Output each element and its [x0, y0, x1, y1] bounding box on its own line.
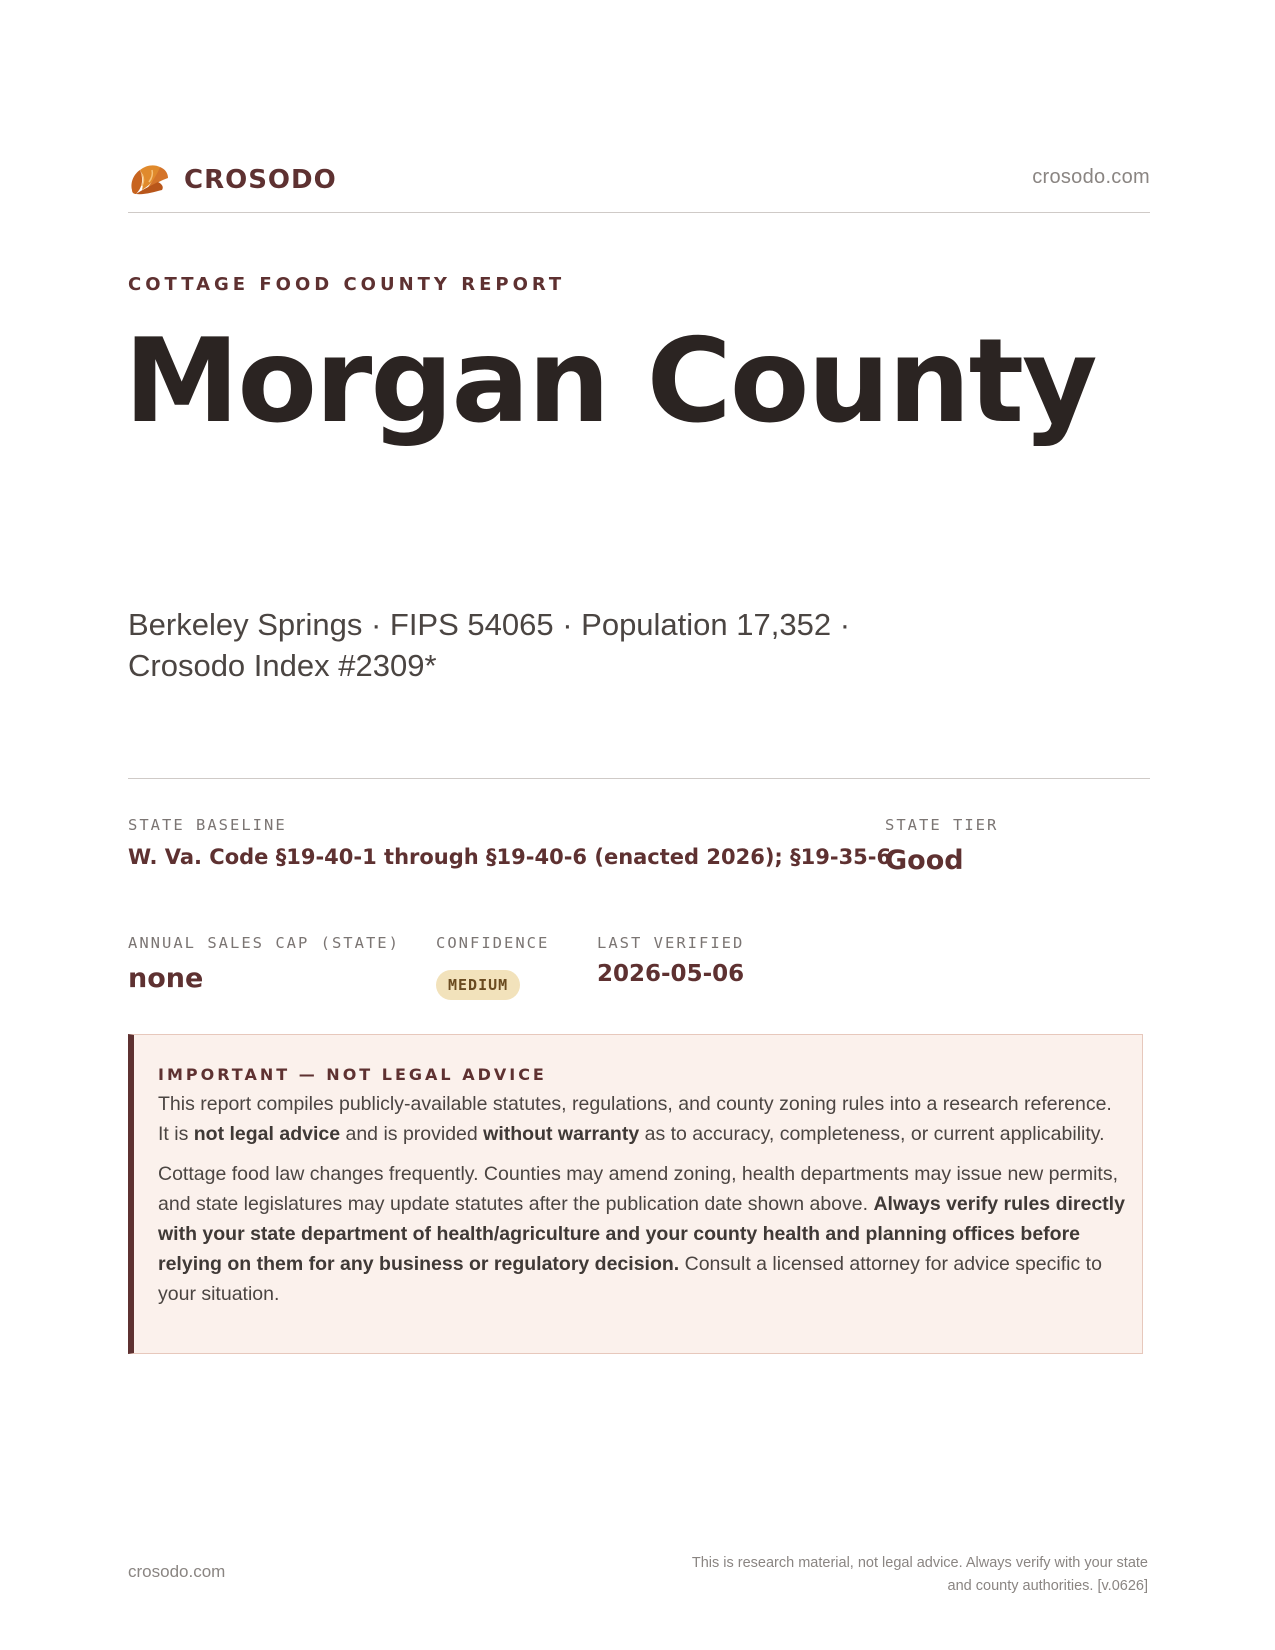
last-verified-value: 2026-05-06 — [597, 961, 745, 987]
notice-emphasis: without warranty — [483, 1123, 640, 1145]
notice-text: This report compiles publicly-available statutes, regulations, and county zoning rules into a research reference. It is — [158, 1093, 1112, 1145]
county-subtitle — [128, 604, 888, 686]
sales-cap-value: none — [128, 963, 204, 994]
notice-text: Consult a licensed attorney for advice specific to your situation. — [158, 1253, 1102, 1305]
footer-site-link[interactable]: crosodo.com — [128, 1562, 226, 1581]
notice-body — [158, 1089, 1128, 1319]
footer-disclaimer-line-1: This is research material, not legal advice. Always verify with your state — [691, 1555, 1148, 1571]
brand-logo[interactable] — [128, 160, 337, 200]
notice-emphasis: not legal advice — [193, 1123, 341, 1145]
header-site-link[interactable]: crosodo.com — [1032, 166, 1150, 188]
footer-disclaimer-line-2: and county authorities. [v.0626] — [947, 1578, 1148, 1594]
legal-notice — [128, 1034, 1143, 1354]
report-eyebrow: COTTAGE FOOD COUNTY REPORT — [128, 274, 566, 295]
sales-cap-label: ANNUAL SALES CAP (STATE) — [128, 934, 400, 952]
notice-text: as to accuracy, completeness, or current applicability. — [639, 1123, 1105, 1145]
subtitle-line-1: Berkeley Springs · FIPS 54065 · Population 17,352 · — [128, 607, 851, 642]
notice-paragraph-1 — [158, 1089, 1128, 1149]
page-title: Morgan County — [124, 314, 1096, 449]
confidence-badge: MEDIUM — [436, 970, 520, 1000]
confidence-label: CONFIDENCE — [436, 934, 550, 952]
notice-text: Cottage food law changes frequently. Counties may amend zoning, health departments may issue new permits, and state legislatures may update statutes after the publication date shown above. — [158, 1163, 1118, 1215]
notice-text: and is provided — [340, 1123, 484, 1145]
footer-disclaimer — [628, 1552, 1148, 1598]
subtitle-line-2: Crosodo Index #2309* — [128, 648, 437, 683]
notice-title: IMPORTANT — NOT LEGAL ADVICE — [158, 1065, 547, 1084]
state-tier-label: STATE TIER — [885, 816, 999, 834]
brand-name: CROSODO — [184, 165, 337, 195]
notice-paragraph-2 — [158, 1159, 1128, 1309]
page-header — [128, 160, 1150, 213]
state-tier-value: Good — [885, 845, 964, 876]
last-verified-label: LAST VERIFIED — [597, 934, 745, 952]
state-baseline-value: W. Va. Code §19-40-1 through §19-40-6 (enacted 2026); §19-35-6 — [128, 845, 892, 869]
state-baseline-label: STATE BASELINE — [128, 816, 287, 834]
croissant-icon — [128, 160, 170, 200]
notice-emphasis: Always verify rules directly with your state department of health/agriculture and your county health and planning offices before relying on them for any business or regulatory decision. — [158, 1193, 1125, 1275]
section-divider — [128, 778, 1150, 779]
